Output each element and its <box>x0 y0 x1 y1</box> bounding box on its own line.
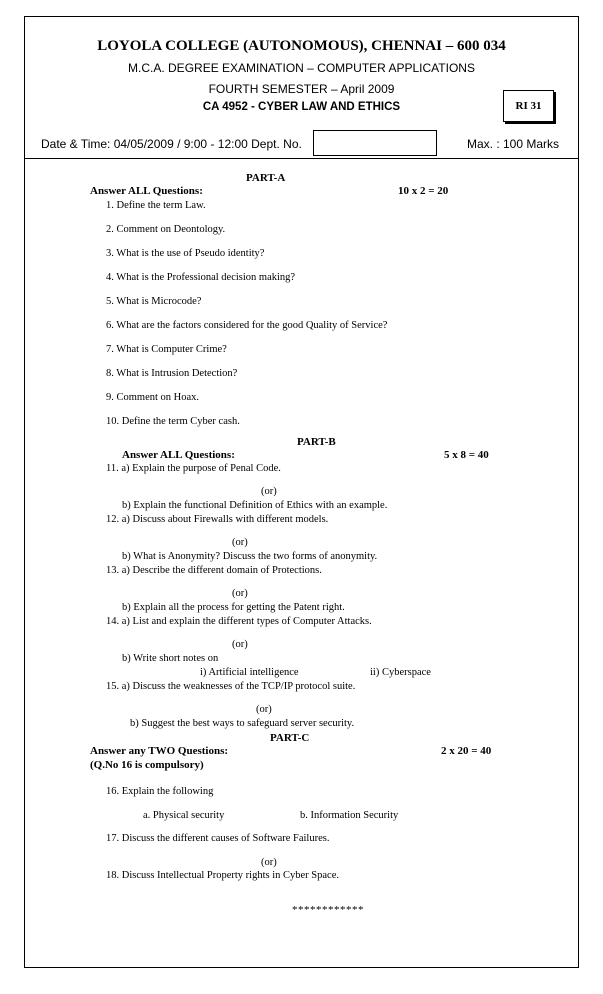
question: b) What is Anonymity? Discuss the two forms of anonymity. <box>122 551 378 562</box>
part-b-instruction: Answer ALL Questions: <box>122 449 235 461</box>
question: 17. Discuss the different causes of Software Failures. <box>106 833 330 844</box>
question: 13. a) Describe the different domain of Protections. <box>106 565 322 576</box>
question: 8. What is Intrusion Detection? <box>106 368 238 379</box>
exam-title: M.C.A. DEGREE EXAMINATION – COMPUTER APPLICATIONS <box>128 61 475 75</box>
or-separator: (or) <box>232 639 248 650</box>
dept-no-box[interactable] <box>313 130 437 156</box>
part-b-title: PART-B <box>297 436 336 448</box>
end-stars: ************ <box>292 904 364 916</box>
or-separator: (or) <box>261 857 277 868</box>
question: 12. a) Discuss about Firewalls with different models. <box>106 514 329 525</box>
part-b-marks: 5 x 8 = 40 <box>444 449 489 461</box>
question: b) Explain the functional Definition of Ethics with an example. <box>122 500 388 511</box>
question: b) Explain all the process for getting the Patent right. <box>122 602 345 613</box>
question: 1. Define the term Law. <box>106 200 206 211</box>
question: b) Write short notes on <box>122 653 219 664</box>
or-separator: (or) <box>261 486 277 497</box>
question: 9. Comment on Hoax. <box>106 392 200 403</box>
college-name: LOYOLA COLLEGE (AUTONOMOUS), CHENNAI – 600 034 <box>97 38 506 54</box>
question: i) Artificial intelligence <box>200 667 299 678</box>
or-separator: (or) <box>256 704 272 715</box>
paper-code-box: RI 31 <box>503 90 554 122</box>
question: 2. Comment on Deontology. <box>106 224 226 235</box>
question: 18. Discuss Intellectual Property rights in Cyber Space. <box>106 870 339 881</box>
question: 5. What is Microcode? <box>106 296 202 307</box>
question: 16. Explain the following <box>106 786 214 797</box>
question: 14. a) List and explain the different types of Computer Attacks. <box>106 616 372 627</box>
question: 4. What is the Professional decision making? <box>106 272 296 283</box>
question: 15. a) Discuss the weaknesses of the TCP/IP protocol suite. <box>106 681 356 692</box>
question: 6. What are the factors considered for the good Quality of Service? <box>106 320 388 331</box>
question: a. Physical security <box>143 810 225 821</box>
part-c-instruction: Answer any TWO Questions: <box>90 745 229 757</box>
part-c-marks: 2 x 20 = 40 <box>441 745 492 757</box>
date-time: Date & Time: 04/05/2009 / 9:00 - 12:00 Dept. No. <box>41 137 302 151</box>
subject-title: CA 4952 - CYBER LAW AND ETHICS <box>202 101 401 113</box>
part-a-instruction: Answer ALL Questions: <box>90 185 203 197</box>
part-c-title: PART-C <box>270 732 310 744</box>
part-a-marks: 10 x 2 = 20 <box>398 185 449 197</box>
max-marks: Max. : 100 Marks <box>467 137 560 151</box>
question: 3. What is the use of Pseudo identity? <box>106 248 265 259</box>
question: 7. What is Computer Crime? <box>106 344 227 355</box>
question: 10. Define the term Cyber cash. <box>106 416 240 427</box>
question: b. Information Security <box>300 810 399 821</box>
question: ii) Cyberspace <box>370 667 431 678</box>
semester-line: FOURTH SEMESTER – April 2009 <box>208 82 395 96</box>
header-divider <box>24 158 579 159</box>
question: 11. a) Explain the purpose of Penal Code. <box>106 463 281 474</box>
question: b) Suggest the best ways to safeguard server security. <box>130 718 355 729</box>
or-separator: (or) <box>232 537 248 548</box>
or-separator: (or) <box>232 588 248 599</box>
part-c-compulsory-note: (Q.No 16 is compulsory) <box>90 759 204 771</box>
part-a-title: PART-A <box>246 172 286 184</box>
